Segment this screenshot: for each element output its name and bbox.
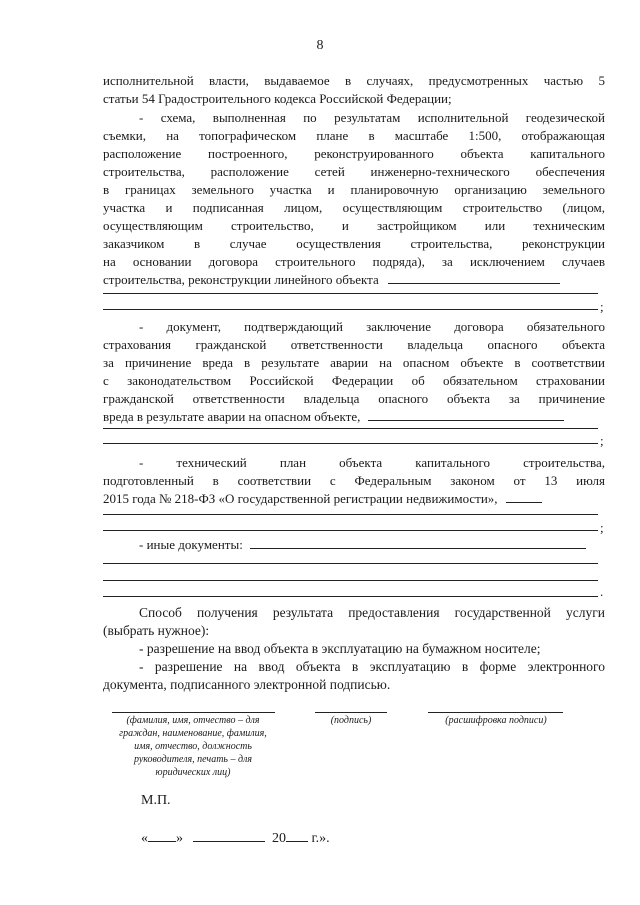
text-fragment: - иные документы: xyxy=(139,537,243,552)
text-line: в границах земельного участка и планировочную организацию земельного xyxy=(103,182,605,197)
text-line xyxy=(139,536,605,553)
text-line xyxy=(103,490,605,507)
date-open-quote: « xyxy=(141,831,148,846)
day-field xyxy=(148,829,176,842)
date-close-quote: » xyxy=(176,831,183,846)
fill-in-line xyxy=(103,514,598,515)
year-field xyxy=(286,829,308,842)
semicolon: ; xyxy=(600,520,604,535)
text-line xyxy=(103,408,605,425)
text-line: с законодательством Российской Федерации об обязательном страховании xyxy=(103,373,605,388)
date-line xyxy=(141,829,330,847)
fill-in-line xyxy=(103,443,598,444)
text-line: участка и подписанная лицом, осуществляющим строительство (лицом, xyxy=(103,200,605,215)
text-line: расположение построенного, реконструированного объекта капитального xyxy=(103,146,605,161)
caption-line: (фамилия, имя, отчество – для xyxy=(126,715,260,726)
caption-line: руководителя, печать – для xyxy=(133,754,253,765)
name-line xyxy=(112,712,275,713)
year-prefix: 20 xyxy=(272,831,286,846)
page-number: 8 xyxy=(316,38,324,53)
text-line: - схема, выполненная по результатам исполнительной геодезической xyxy=(139,110,605,125)
caption-line: граждан, наименование, фамилия, xyxy=(119,728,267,739)
signature-decode-caption: (расшифровка подписи) xyxy=(445,715,547,726)
fill-in-line xyxy=(388,272,560,284)
fill-in-line xyxy=(103,530,598,531)
text-line: статьи 54 Градостроительного кодекса Российской Федерации; xyxy=(103,91,452,106)
fill-in-line xyxy=(103,596,598,597)
month-field xyxy=(193,829,265,842)
text-line: строительства, расположение сетей инженерно-технического обеспечения xyxy=(103,164,605,179)
caption-line: имя, отчество, должность xyxy=(134,741,252,752)
option-electronic: - разрешение на ввод объекта в эксплуатацию в форме электронного xyxy=(139,659,605,674)
text-fragment: вреда в результате аварии на опасном объекте, xyxy=(103,409,361,424)
text-fragment: строительства, реконструкции линейного объекта xyxy=(103,272,379,287)
fill-in-line xyxy=(103,428,598,429)
text-line: - документ, подтверждающий заключение договора обязательного xyxy=(139,319,605,334)
stamp-mark: М.П. xyxy=(141,793,171,808)
signature-line xyxy=(315,712,387,713)
signature-decode-line xyxy=(428,712,563,713)
fill-in-line xyxy=(103,293,598,294)
signature-caption: (подпись) xyxy=(330,715,372,726)
caption-line: юридических лиц) xyxy=(155,767,231,778)
fill-in-line xyxy=(103,563,598,564)
name-caption xyxy=(103,714,283,779)
option-paper: - разрешение на ввод объекта в эксплуатацию на бумажном носителе; xyxy=(139,641,541,656)
text-line: осуществляющим строительство, и застройщиком или техническим xyxy=(103,218,605,233)
year-suffix: г.». xyxy=(311,831,330,846)
text-line: за причинение вреда в результате аварии на опасном объекте в соответствии xyxy=(103,355,605,370)
text-fragment: 2015 года № 218-ФЗ «О государственной регистрации недвижимости», xyxy=(103,491,498,506)
period: . xyxy=(600,584,604,599)
text-line: документа, подписанного электронной подписью. xyxy=(103,677,391,692)
semicolon: ; xyxy=(600,433,604,448)
text-line: (выбрать нужное): xyxy=(103,623,210,638)
text-line: исполнительной власти, выдаваемое в случаях, предусмотренных частью 5 xyxy=(103,73,605,88)
fill-in-line xyxy=(250,537,586,549)
text-line: заказчиком в случае осуществления строительства, реконструкции xyxy=(103,236,605,251)
fill-in-line xyxy=(506,491,542,503)
text-line: гражданской ответственности владельца опасного объекта за причинение xyxy=(103,391,605,406)
text-line: подготовленный в соответствии с Федеральным законом от 13 июля xyxy=(103,473,605,488)
fill-in-line xyxy=(368,409,564,421)
text-line: - технический план объекта капитального строительства, xyxy=(139,455,605,470)
text-line: на основании договора строительного подряда), за исключением случаев xyxy=(103,254,605,269)
text-line xyxy=(103,271,605,288)
text-line: Способ получения результата предоставления государственной услуги xyxy=(139,605,605,620)
fill-in-line xyxy=(103,580,598,581)
text-line: съемки, на топографическом плане в масштабе 1:500, отображающая xyxy=(103,128,605,143)
fill-in-line xyxy=(103,309,598,310)
text-line: страхования гражданской ответственности владельца опасного объекта xyxy=(103,337,605,352)
semicolon: ; xyxy=(600,299,604,314)
